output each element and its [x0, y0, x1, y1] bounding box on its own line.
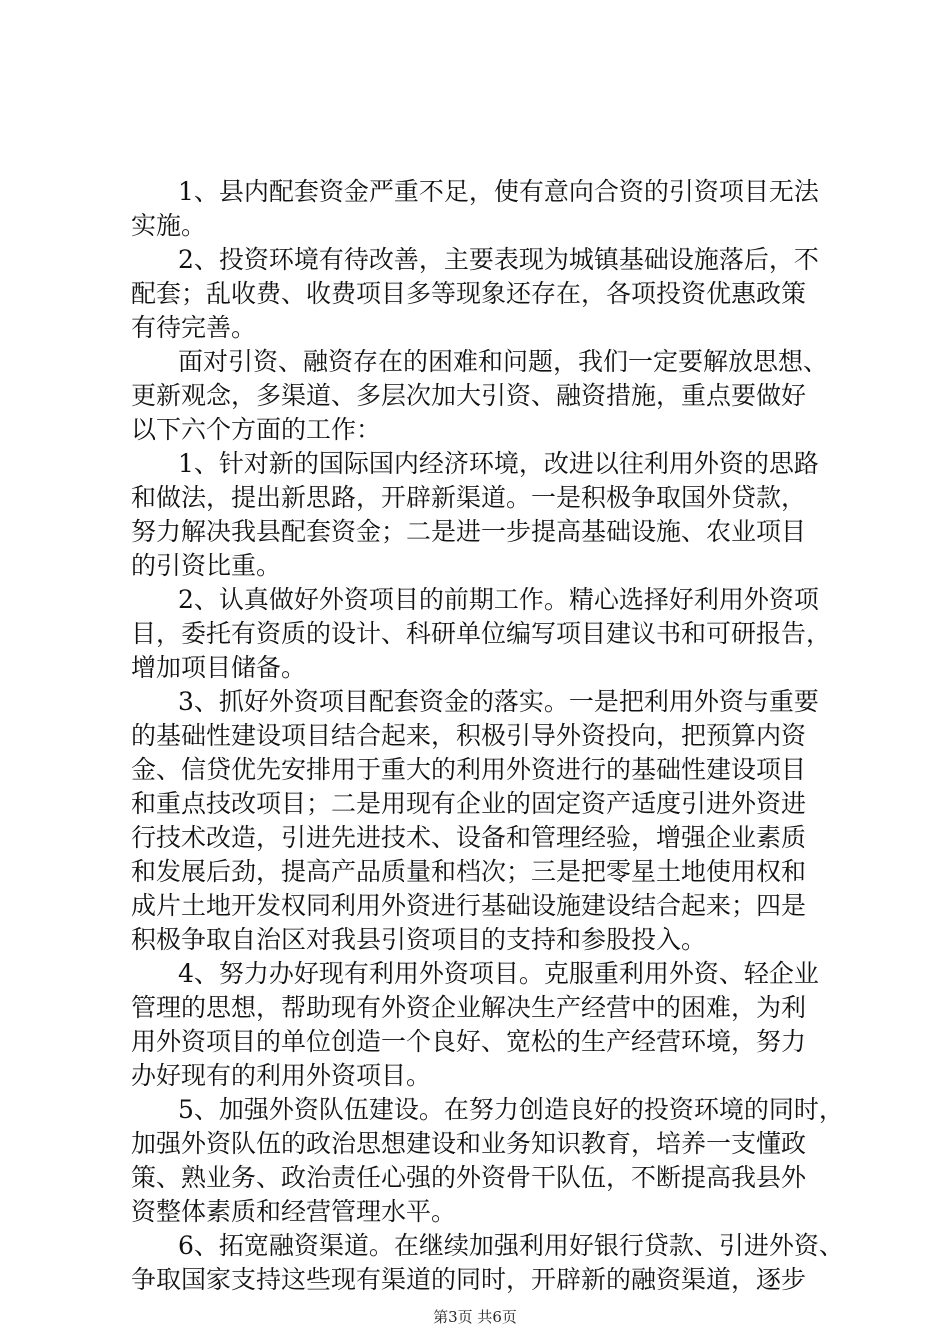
text-line	[0, 616, 950, 652]
text-line	[0, 786, 950, 822]
text-line-content: 以下六个方面的工作：	[131, 415, 382, 444]
text-line-content: 1、针对新的国际国内经济环境，改进以往利用外资的思路	[178, 449, 819, 478]
text-line-content: 面对引资、融资存在的困难和问题，我们一定要解放思想、	[178, 347, 829, 376]
text-line	[0, 922, 950, 958]
text-line-content: 办好现有的利用外资项目。	[131, 1061, 432, 1090]
text-line-content: 增加项目储备。	[131, 653, 307, 682]
text-line-content: 成片土地开发权同利用外资进行基础设施建设结合起来；四是	[131, 891, 807, 920]
text-line-content: 的引资比重。	[131, 551, 282, 580]
text-line	[0, 1228, 950, 1264]
page-footer: 第3页 共6页	[433, 1308, 517, 1326]
text-line-content: 管理的思想，帮助现有外资企业解决生产经营中的困难，为利	[131, 993, 807, 1022]
text-line-content: 配套；乱收费、收费项目多等现象还存在，各项投资优惠政策	[131, 279, 807, 308]
text-line-content: 积极争取自治区对我县引资项目的支持和参股投入。	[131, 925, 707, 954]
text-line-content: 目，委托有资质的设计、科研单位编写项目建议书和可研报告，	[131, 619, 832, 648]
text-line-content: 有待完善。	[131, 313, 257, 342]
text-line	[0, 582, 950, 618]
text-line	[0, 1092, 950, 1128]
text-line	[0, 1194, 950, 1230]
text-line	[0, 242, 950, 278]
text-line-content: 3、抓好外资项目配套资金的落实。一是把利用外资与重要	[178, 687, 819, 716]
text-line	[0, 1262, 950, 1298]
text-line	[0, 650, 950, 686]
text-line	[0, 956, 950, 992]
text-line-content: 4、努力办好现有利用外资项目。克服重利用外资、轻企业	[178, 959, 819, 988]
text-line-content: 2、投资环境有待改善，主要表现为城镇基础设施落后，不	[178, 245, 819, 274]
text-line-content: 金、信贷优先安排用于重大的利用外资进行的基础性建设项目	[131, 755, 807, 784]
text-line-content: 策、熟业务、政治责任心强的外资骨干队伍，不断提高我县外	[131, 1163, 807, 1192]
text-line-content: 的基础性建设项目结合起来，积极引导外资投向，把预算内资	[131, 721, 807, 750]
text-line	[0, 548, 950, 584]
text-line	[0, 480, 950, 516]
text-line	[0, 1024, 950, 1060]
text-line	[0, 718, 950, 754]
text-line	[0, 752, 950, 788]
text-line	[0, 208, 950, 244]
text-line	[0, 1126, 950, 1162]
text-line-content: 用外资项目的单位创造一个良好、宽松的生产经营环境，努力	[131, 1027, 807, 1056]
text-line	[0, 684, 950, 720]
text-line-content: 2、认真做好外资项目的前期工作。精心选择好利用外资项	[178, 585, 819, 614]
text-line	[0, 820, 950, 856]
text-line	[0, 854, 950, 890]
text-line-content: 和做法，提出新思路，开辟新渠道。一是积极争取国外贷款，	[131, 483, 807, 512]
text-line-content: 行技术改造，引进先进技术、设备和管理经验，增强企业素质	[131, 823, 807, 852]
text-line	[0, 310, 950, 346]
text-line-content: 6、拓宽融资渠道。在继续加强利用好银行贷款、引进外资、	[178, 1231, 844, 1260]
text-line-content: 和重点技改项目；二是用现有企业的固定资产适度引进外资进	[131, 789, 807, 818]
text-line-content: 实施。	[131, 211, 207, 240]
text-line-content: 加强外资队伍的政治思想建设和业务知识教育，培养一支懂政	[131, 1129, 807, 1158]
text-line-content: 更新观念，多渠道、多层次加大引资、融资措施，重点要做好	[131, 381, 807, 410]
text-line	[0, 344, 950, 380]
text-line	[0, 1058, 950, 1094]
text-line-content: 和发展后劲，提高产品质量和档次；三是把零星土地使用权和	[131, 857, 807, 886]
text-line-content: 资整体素质和经营管理水平。	[131, 1197, 457, 1226]
text-line	[0, 174, 950, 210]
text-line-content: 努力解决我县配套资金；二是进一步提高基础设施、农业项目	[131, 517, 807, 546]
text-line-content: 争取国家支持这些现有渠道的同时，开辟新的融资渠道，逐步	[131, 1265, 807, 1294]
text-line	[0, 1160, 950, 1196]
text-line	[0, 378, 950, 414]
text-line	[0, 514, 950, 550]
text-line	[0, 412, 950, 448]
text-line	[0, 276, 950, 312]
text-line-content: 1、县内配套资金严重不足，使有意向合资的引资项目无法	[178, 177, 819, 206]
text-line	[0, 990, 950, 1026]
text-line	[0, 888, 950, 924]
text-line-content: 5、加强外资队伍建设。在努力创造良好的投资环境的同时，	[178, 1095, 844, 1124]
text-line	[0, 446, 950, 482]
